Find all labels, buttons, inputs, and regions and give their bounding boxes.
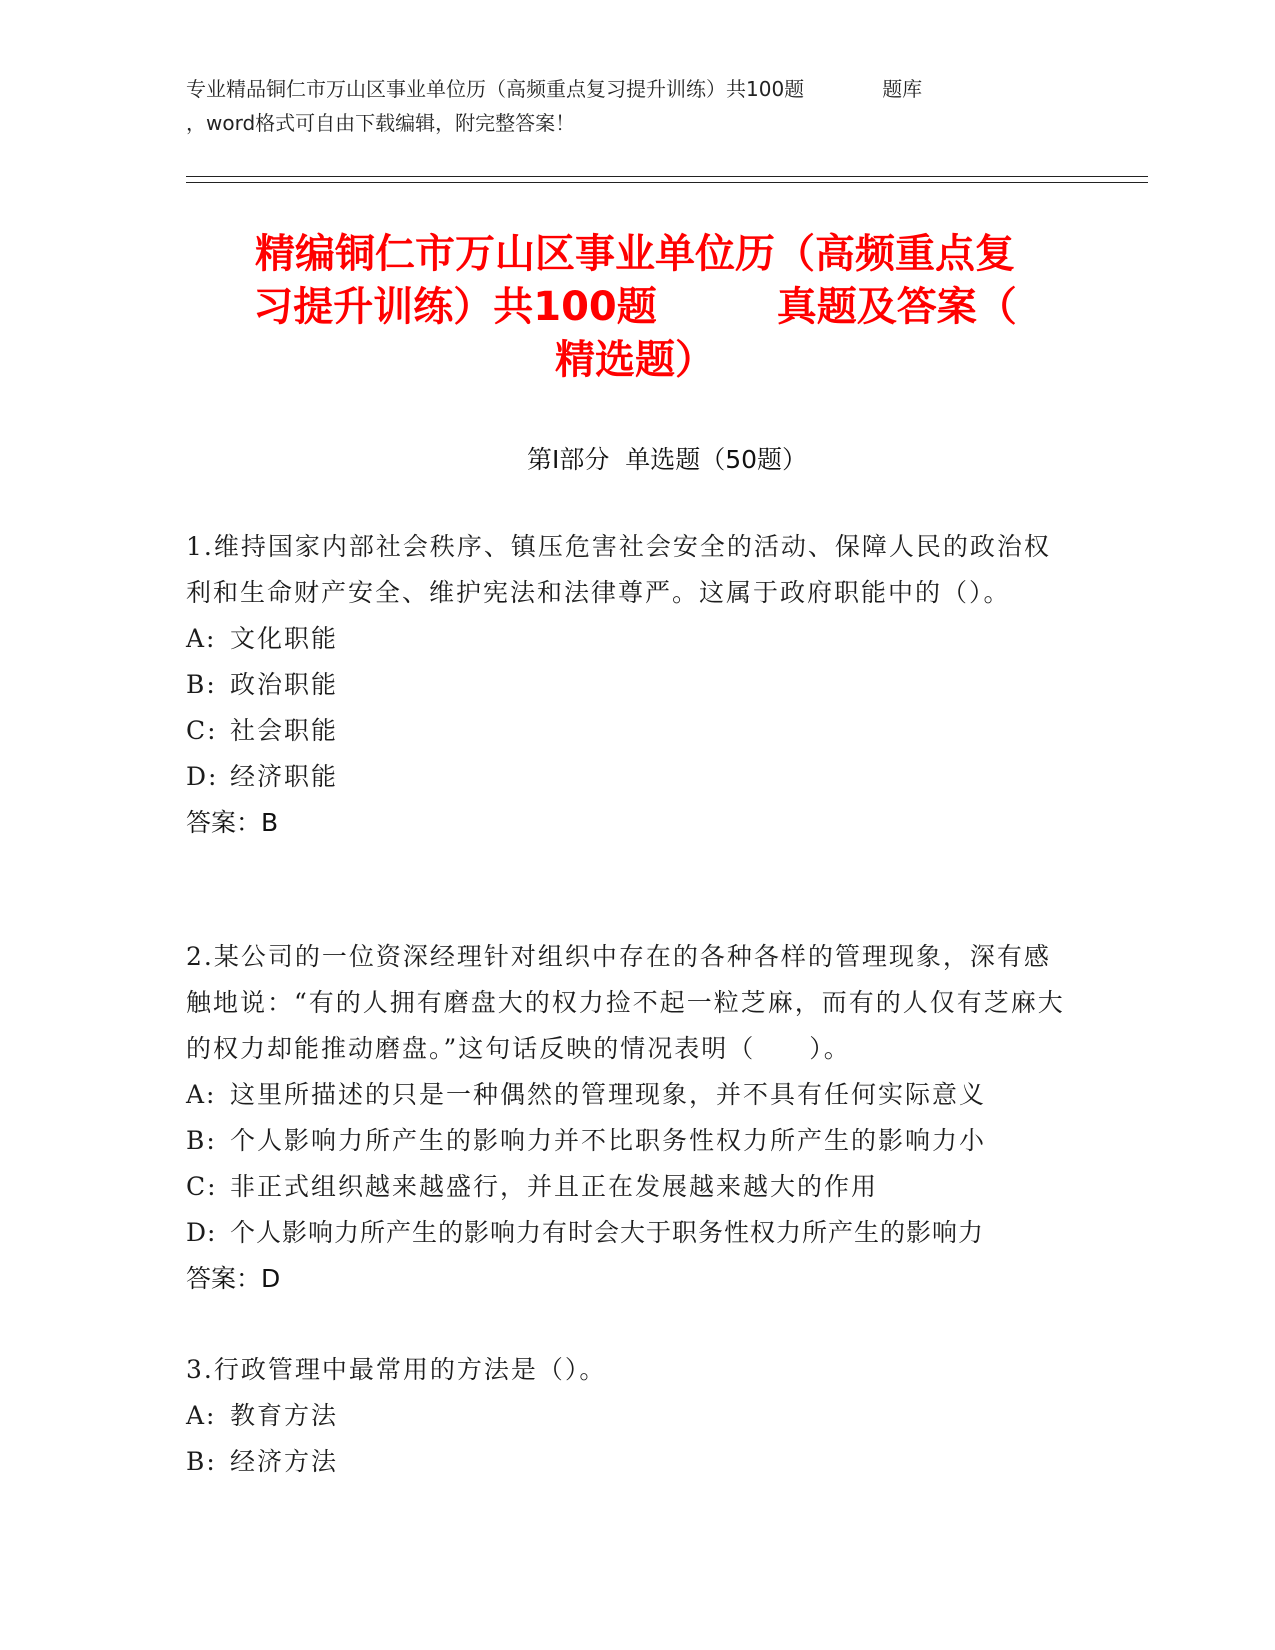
document-title bbox=[195, 228, 1075, 387]
header-tail-text: 题库 bbox=[882, 77, 923, 101]
question-stem: 3.行政管理中最常用的方法是（）。 bbox=[186, 1355, 607, 1384]
page-header bbox=[186, 72, 1086, 140]
option-d bbox=[186, 1210, 1076, 1256]
option-a bbox=[186, 1393, 1076, 1439]
option-label: C: bbox=[186, 716, 218, 745]
option-text: 个人影响力所产生的影响力并不比职务性权力所产生的影响力小 bbox=[230, 1126, 987, 1155]
header-line-2: ，word格式可自由下载编辑，附完整答案！ bbox=[186, 111, 576, 135]
option-label: A: bbox=[186, 624, 217, 653]
option-text: 非正式组织越来越盛行，并且正在发展越来越大的作用 bbox=[230, 1172, 879, 1201]
option-label: B: bbox=[186, 1126, 217, 1155]
option-b bbox=[186, 662, 1076, 708]
title-line-3: 精选题） bbox=[555, 337, 715, 383]
option-text: 这里所描述的只是一种偶然的管理现象，并不具有任何实际意义 bbox=[230, 1080, 987, 1109]
option-b bbox=[186, 1118, 1076, 1164]
title-line-1: 精编铜仁市万山区事业单位历（高频重点复 bbox=[255, 231, 1015, 277]
question-3 bbox=[186, 1347, 1076, 1485]
option-text: 政治职能 bbox=[230, 670, 339, 699]
option-text: 经济职能 bbox=[230, 762, 339, 791]
header-divider-top bbox=[186, 176, 1148, 177]
option-label: C: bbox=[186, 1172, 218, 1201]
option-text: 教育方法 bbox=[230, 1401, 339, 1430]
question-1 bbox=[186, 524, 1076, 846]
question-stem: 1.维持国家内部社会秩序、镇压危害社会安全的活动、保障人民的政治权利和生命财产安全、维护宪法和法律尊严。这属于政府职能中的（）。 bbox=[186, 532, 1051, 607]
option-b bbox=[186, 1439, 1076, 1485]
option-d bbox=[186, 754, 1076, 800]
option-text: 社会职能 bbox=[230, 716, 339, 745]
section-heading: 第Ⅰ部分 单选题（50题） bbox=[526, 445, 808, 474]
question-2 bbox=[186, 934, 1076, 1302]
header-divider-bottom bbox=[186, 182, 1148, 183]
option-c bbox=[186, 708, 1076, 754]
option-c bbox=[186, 1164, 1076, 1210]
option-label: B: bbox=[186, 1447, 217, 1476]
option-a bbox=[186, 1072, 1076, 1118]
answer-line: 答案：B bbox=[186, 808, 279, 837]
title-line-2: 习提升训练）共100题 真题及答案（ bbox=[253, 284, 1017, 330]
option-label: A: bbox=[186, 1080, 217, 1109]
header-line-1 bbox=[186, 72, 1086, 106]
option-label: A: bbox=[186, 1401, 217, 1430]
option-text: 文化职能 bbox=[230, 624, 339, 653]
question-stem: 2.某公司的一位资深经理针对组织中存在的各种各样的管理现象，深有感触地说：“有的人拥有磨盘大的权力捡不起一粒芝麻，而有的人仅有芝麻大的权力却能推动磨盘。”这句话反映的情况表明（ ）。 bbox=[186, 942, 1065, 1063]
option-label: B: bbox=[186, 670, 217, 699]
option-label: D: bbox=[186, 1218, 217, 1247]
option-text: 经济方法 bbox=[230, 1447, 339, 1476]
answer-line: 答案：D bbox=[186, 1264, 281, 1293]
header-main-text: 专业精品铜仁市万山区事业单位历（高频重点复习提升训练）共100题 bbox=[186, 77, 805, 101]
option-a bbox=[186, 616, 1076, 662]
option-label: D: bbox=[186, 762, 219, 791]
option-text: 个人影响力所产生的影响力有时会大于职务性权力所产生的影响力 bbox=[230, 1218, 985, 1247]
